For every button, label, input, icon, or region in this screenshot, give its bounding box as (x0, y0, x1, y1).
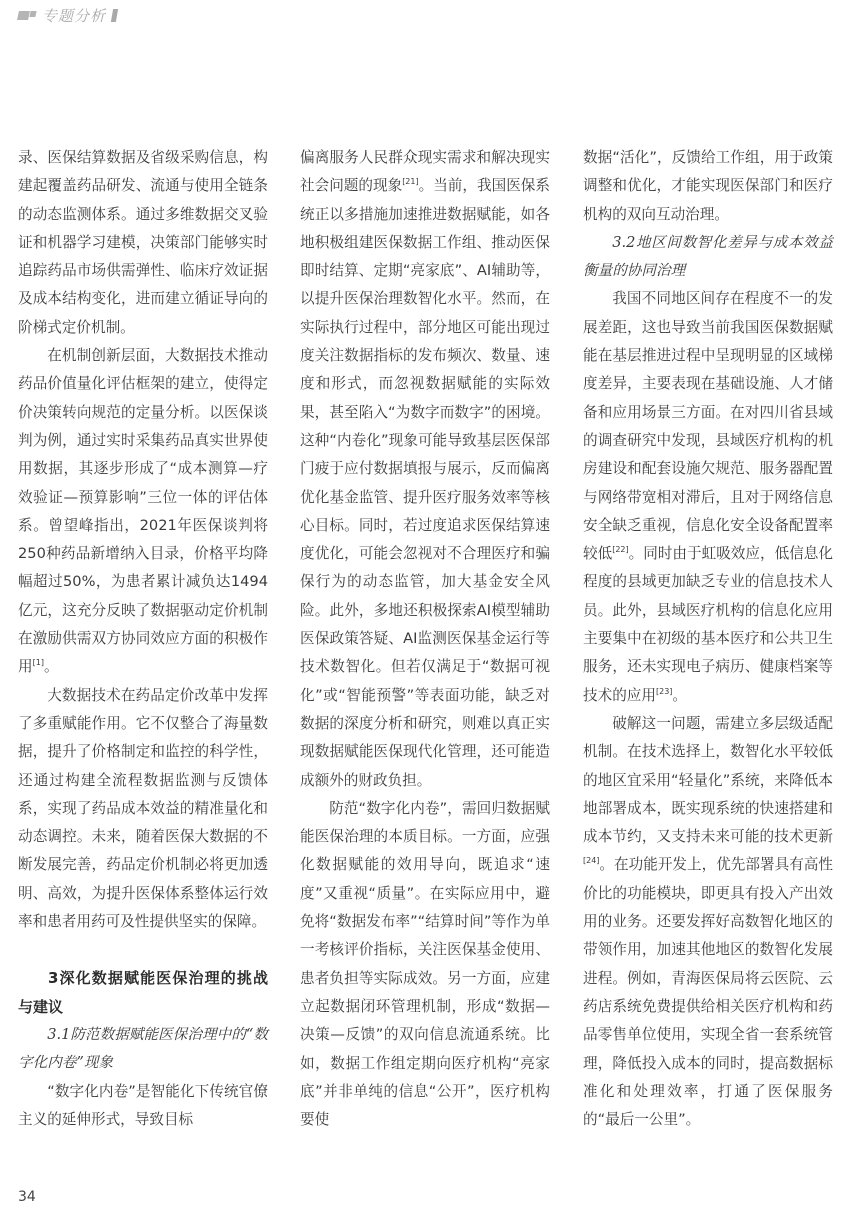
subsection-heading: 3.2地区间数智化差异与成本效益衡量的协同治理 (583, 233, 833, 280)
paragraph: 录、医保结算数据及省级采购信息，构建起覆盖药品研发、流通与使用全链条的动态监测体系。通过多维数据交叉验证和机器学习建模，决策部门能够实时追踪药品市场供需弹性、临床疗效证据及成本结构变化，进而建立循证导向的阶梯式定价机制。 (18, 149, 268, 336)
paragraph: 大数据技术在药品定价改革中发挥了多重赋能作用。它不仅整合了海量数据，提升了价格制定和监控的科学性，还通过构建全流程数据监测与反馈体系，实现了药品成本效益的精准量化和动态调控。未来，随着医保大数据的不断发展完善，药品定价机制必将更加透明、高效，为提升医保体系整体运行效率和患者用药可及性提供坚实的保障。 (18, 686, 268, 931)
citation: [23] (655, 686, 673, 696)
column-right (583, 144, 833, 1134)
section-marker-icon (18, 11, 36, 20)
paragraph: 防范“数字化内卷”，需回归数据赋能医保治理的本质目标。一方面，应强化数据赋能的效用导向，既追求“速度”又重视“质量”。在实际应用中，避免将“数据发布率”“结算时间”等作为单一考核评价指标，关注医保基金使用、患者负担等实际成效。另一方面，应建立起数据闭环管理机制，形成“数据—决策—反馈”的双向信息流通系统。比如，数据工作组定期向医疗机构“亮家底”并非单纯的信息“公开”，医疗机构要使 (300, 799, 550, 1129)
paragraph: 在机制创新层面，大数据技术推动药品价值量化评估框架的建立，使得定价决策转向规范的定量分析。以医保谈判为例，通过实时采集药品真实世界使用数据，其逐步形成了“成本测算—疗效验证—预算影响”三位一体的评估体系。曾望峰指出，2021年医保谈判将250种药品新增纳入目录，价格平均降幅超过50%，为患者累计减负达1494亿元，这充分反映了数据驱动定价机制在激励供需双方协同效应方面的积极作用[1]。 (18, 347, 268, 676)
subsection-heading: 3.1防范数据赋能医保治理中的“数字化内卷”现象 (18, 1025, 268, 1072)
paragraph: 破解这一问题，需建立多层级适配机制。在技术选择上，数智化水平较低的地区宜采用“轻量化”系统，来降低本地部署成本，既实现系统的快速搭建和成本节约，又支持未来可能的技术更新[24]。在功能开发上，优先部署具有高性价比的功能模块，即更具有投入产出效用的业务。还要发挥好高数智化地区的带领作用，加速其他地区的数智化发展进程。例如，青海医保局将云医院、云药店系统免费提供给相关医疗机构和药品零售单位使用，实现全省一套系统管理，降低投入成本的同时，提高数据标准化和处理效率，打通了医保服务的“最后一公里”。 (583, 714, 833, 1129)
section-title: 专题分析 (42, 6, 107, 25)
paragraph: 我国不同地区间存在程度不一的发展差距，这也导致当前我国医保数据赋能在基层推进过程中呈现明显的区域梯度差异，主要表现在基础设施、人才储备和应用场景三方面。在对四川省县域的调查研究中发现，县域医疗机构的机房建设和配套设施欠规范、服务器配置与网络带宽相对滞后，且对于网络信息安全缺乏重视，信息化安全设备配置率较低[22]。同时由于虹吸效应，低信息化程度的县域更加缺乏专业的信息技术人员。此外，县域医疗机构的信息化应用主要集中在初级的基本医疗和公共卫生服务，还未实现电子病历、健康档案等技术的应用[23]。 (583, 290, 833, 704)
citation: [22] (612, 545, 629, 555)
column-middle (300, 144, 550, 1134)
section-header (18, 4, 117, 26)
citation: [1] (32, 658, 44, 668)
paragraph: 数据“活化”，反馈给工作组，用于政策调整和优化，才能实现医保部门和医疗机构的双向互动治理。 (583, 149, 833, 223)
citation: [24] (583, 856, 600, 866)
paragraph: 偏离服务人民群众现实需求和解决现实社会问题的现象[21]。当前，我国医保系统正以多措施加速推进数据赋能，如各地积极组建医保数据工作组、推动医保即时结算、定期“亮家底”、AI辅助等，以提升医保治理数智化水平。然而，在实际执行过程中，部分地区可能出现过度关注数据指标的发布频次、数量、速度和形式，而忽视数据赋能的实际效果，甚至陷入“为数字而数字”的困境。这种“内卷化”现象可能导致基层医保部门疲于应付数据填报与展示，反而偏离优化基金监管、提升医疗服务效率等核心目标。同时，若过度追求医保结算速度优化，可能会忽视对不合理医疗和骗保行为的动态监管，加大基金安全风险。此外，多地还积极探索AI模型辅助医保政策答疑、AI监测医保基金运行等技术数智化。但若仅满足于“数据可视化”或“智能预警”等表面功能，缺乏对数据的深度分析和研究，则难以真正实现数据赋能医保现代化管理，还可能造成额外的财政负担。 (300, 149, 550, 789)
paragraph: “数字化内卷”是智能化下传统官僚主义的延伸形式，导致目标 (18, 1082, 268, 1128)
citation: [21] (402, 177, 419, 187)
page-number: 34 (18, 1189, 36, 1205)
column-left (18, 144, 268, 1134)
title-bar-icon (111, 9, 118, 22)
section-heading: 3深化数据赋能医保治理的挑战与建议 (18, 969, 268, 1016)
